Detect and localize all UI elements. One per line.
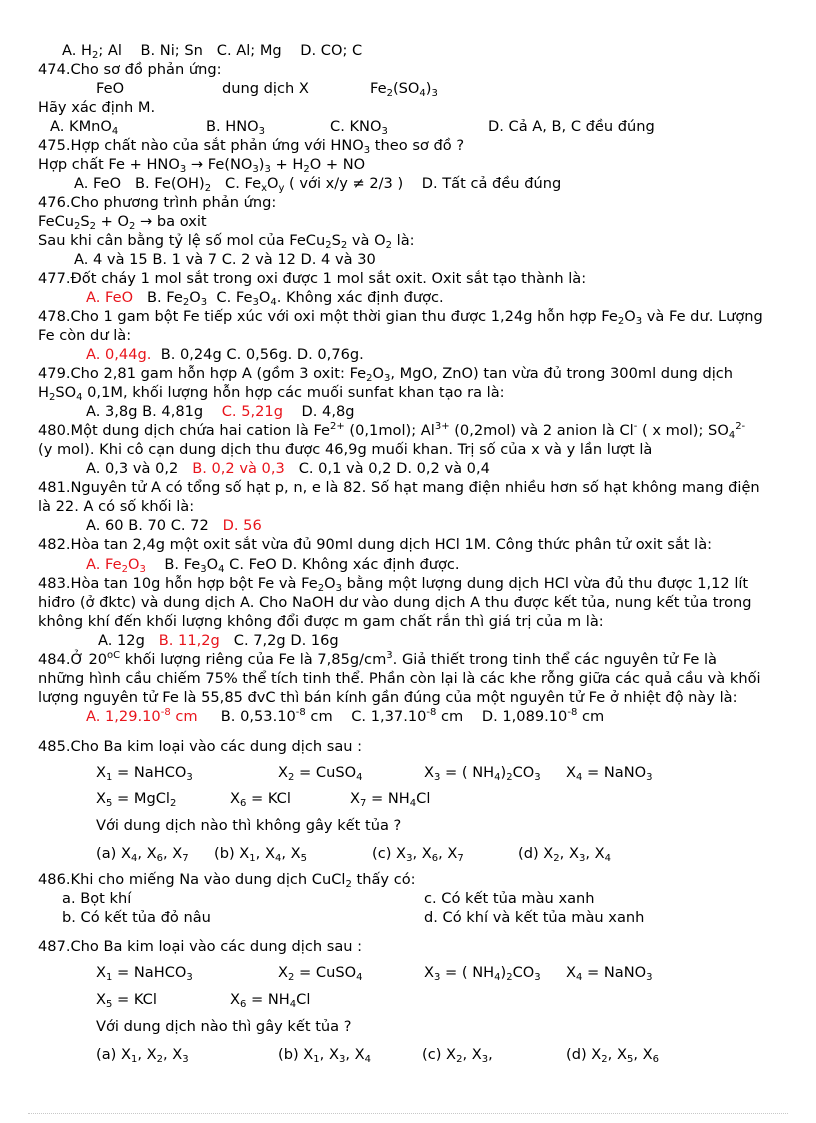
q484-options: A. $1,29.10^{-8}$ cm B. $0,53.10^{-8}$ cm C. $1,37.10^{-8}$ cm D. $1,089.10^{-8}$ cm <box>86 707 605 725</box>
q482-stem: 482.Hòa tan 2,4g một oxit sắt vừa đủ 90ml dung dịch HCl 1M. Công thức phân tử oxit sắt là: <box>38 536 713 553</box>
q483-stem-3: không khí đến khối lượng không đổi được m gam chất rắn thì giá trị của m là: <box>38 613 604 630</box>
q486-option-a: a. Bọt khí <box>62 890 132 907</box>
q482-options: A. $Fe_2O_3$ B. $Fe_3O_4$ C. FeO D. Không xác định được. <box>86 556 460 575</box>
q484-stem-2: những hình cầu chiếm 75% thể tích tinh thể. Phần còn lại là các khe rỗng giữa các quả cầu và khối <box>38 670 761 687</box>
q485-ask: Với dung dịch nào thì không gây kết tủa ? <box>96 817 402 834</box>
q485-x4: $X_4$ = NaNO$_3$ <box>566 764 653 783</box>
q487-x1: $X_1$ = NaHCO$_3$ <box>96 964 193 983</box>
q486-option-d: d. Có khí và kết tủa màu xanh <box>424 909 645 926</box>
q485-option-a: (a) $X_4$, $X_6$, $X_7$ <box>96 845 189 864</box>
q485-x6: $X_6$ = KCl <box>230 790 291 809</box>
q487-ask: Với dung dịch nào thì gây kết tủa ? <box>96 1018 352 1035</box>
page-bottom-divider <box>28 1113 788 1114</box>
q474-option-b: B. $HNO_3$ <box>206 118 266 137</box>
q479-stem-1: 479.Cho 2,81 gam hỗn hợp A (gồm 3 oxit: $Fe_2O_3$, MgO, ZnO) tan vừa đủ trong 300ml dung dịch <box>38 365 734 384</box>
q474-stem: 474.Cho sơ đồ phản ứng: <box>38 61 222 78</box>
q476-options: A. 4 và 15 B. 1 và 7 C. 2 và 12 D. 4 và 30 <box>74 251 376 268</box>
q474-option-c: C. $KNO_3$ <box>330 118 388 137</box>
q478-stem-1: 478.Cho 1 gam bột Fe tiếp xúc với oxi một thời gian thu được 1,24g hỗn hợp $Fe_2O_3$ và Fe dư. Lượng <box>38 308 763 327</box>
q474-ask: Hãy xác định M. <box>38 99 156 116</box>
q485-option-b: (b) $X_1$, $X_4$, $X_5$ <box>214 845 307 864</box>
q480-stem-1: 480.Một dung dịch chứa hai cation là $Fe^{2+}$ (0,1mol); $Al^{3+}$ (0,2mol) và 2 anion là Cl- ( x mol); $SO_4^{2-}$ <box>38 421 746 441</box>
q474-option-a: A. KMnO$_4$ <box>50 118 119 137</box>
q482-answer: A. $Fe_2O_3$ <box>86 556 146 575</box>
q478-stem-2: Fe còn dư là: <box>38 327 132 344</box>
q475-stem: 475.Hợp chất nào của sắt phản ứng với $HNO_3$ theo sơ đồ ? <box>38 137 465 156</box>
q477-answer: A. FeO <box>86 289 134 306</box>
q487-x4: $X_4$ = NaNO$_3$ <box>566 964 653 983</box>
q479-answer: C. 5,21g <box>221 403 283 420</box>
q486-option-c: c. Có kết tủa màu xanh <box>424 890 595 907</box>
q487-option-c: (c) $X_2$, $X_3$, <box>422 1046 493 1065</box>
q486-option-b: b. Có kết tủa đỏ nâu <box>62 909 211 926</box>
q483-answer: B. 11,2g <box>158 632 220 649</box>
q486-stem: 486.Khi cho miếng Na vào dung dịch CuCl$_2$ thấy có: <box>38 871 416 890</box>
q475-equation: Hợp chất $Fe + HNO_3 \to Fe(NO_3)_3 + H_2O$ + NO <box>38 156 366 175</box>
q487-x2: $X_2$ = CuSO$_4$ <box>278 964 363 983</box>
q484-stem-3: lượng nguyên tử Fe là 55,85 đvC thì bán kính gần đúng của một nguyên tử Fe ở nhiệt độ này là: <box>38 689 738 706</box>
q487-option-a: (a) $X_1$, $X_2$, $X_3$ <box>96 1046 189 1065</box>
q474-option-d: D. Cả A, B, C đều đúng <box>488 118 655 135</box>
q487-option-d: (d) $X_2$, $X_5$, $X_6$ <box>566 1046 659 1065</box>
q474-feo: FeO <box>96 80 125 97</box>
q478-answer: A. 0,44g. <box>86 346 152 363</box>
q481-stem-2: là 22. A có số khối là: <box>38 498 195 515</box>
q485-x3: $X_3$ = ( $NH_4)_2CO_3$ <box>424 764 541 783</box>
q485-option-d: (d) $X_2$, $X_3$, $X_4$ <box>518 845 611 864</box>
q487-x5: $X_5$ = KCl <box>96 991 157 1010</box>
q480-options: A. 0,3 và 0,2 B. 0,2 và 0,3 C. 0,1 và 0,2 D. 0,2 và 0,4 <box>86 460 490 477</box>
q477-options: A. FeO B. $Fe_2O_3$ C. $Fe_3O_4$. Không xác định được. <box>86 289 444 308</box>
q485-x1: $X_1$ = NaHCO$_3$ <box>96 764 193 783</box>
q483-stem-2: hiđro (ở đktc) và dung dịch A. Cho NaOH dư vào dung dịch A thu được kết tủa, nung kết tủa trong <box>38 594 752 611</box>
q485-x5: $X_5$ = MgCl$_2$ <box>96 790 177 809</box>
q487-option-b: (b) $X_1$, $X_3$, $X_4$ <box>278 1046 371 1065</box>
q481-answer: D. 56 <box>222 517 262 534</box>
q474-solution-x: dung dịch X <box>222 80 309 97</box>
q487-x6: $X_6 = NH_4Cl$ <box>230 991 311 1010</box>
q481-options: A. 60 B. 70 C. 72 D. 56 <box>86 517 262 534</box>
q478-options: A. 0,44g. B. 0,24g C. 0,56g. D. 0,76g. <box>86 346 364 363</box>
q483-options: A. 12g B. 11,2g C. 7,2g D. 16g <box>98 632 339 649</box>
q484-answer: A. $1,29.10^{-8}$ cm <box>86 707 198 725</box>
q483-stem-1: 483.Hòa tan 10g hỗn hợp bột Fe và $Fe_2O_3$ bằng một lượng dung dịch HCl vừa đủ thu được 1,12 lít <box>38 575 749 594</box>
q473-options: A. $H_2$; Al B. Ni; Sn C. Al; Mg D. CO; C <box>62 42 363 61</box>
q485-x2: $X_2$ = CuSO$_4$ <box>278 764 363 783</box>
q481-stem-1: 481.Nguyên tử A có tổng số hạt p, n, e là 82. Số hạt mang điện nhiều hơn số hạt không mang điện <box>38 479 760 496</box>
q476-balance: Sau khi cân bằng tỷ lệ số mol của $FeCu_2S_2$ và $O_2$ là: <box>38 232 415 251</box>
q487-stem: 487.Cho Ba kim loại vào các dung dịch sau : <box>38 938 363 955</box>
q480-answer: B. 0,2 và 0,3 <box>192 460 285 477</box>
q479-options: A. 3,8g B. 4,81g C. 5,21g D. 4,8g <box>86 403 355 420</box>
q487-x3: $X_3$ = ( $NH_4)_2CO_3$ <box>424 964 541 983</box>
q485-option-c: (c) $X_3$, $X_6$, $X_7$ <box>372 845 464 864</box>
q485-stem: 485.Cho Ba kim loại vào các dung dịch sau : <box>38 738 363 755</box>
q477-stem: 477.Đốt cháy 1 mol sắt trong oxi được 1 mol sắt oxit. Oxit sắt tạo thành là: <box>38 270 587 287</box>
q474-product: $Fe_2(SO_4)_3$ <box>370 80 438 99</box>
q485-x7: $X_7 = NH_4Cl$ <box>350 790 431 809</box>
q476-stem: 476.Cho phương trình phản ứng: <box>38 194 277 211</box>
q476-equation: $FeCu_2S_2 + O_2$ → ba oxit <box>38 213 207 232</box>
q484-stem-1: 484.Ở $20^{oC}$ khối lượng riêng của Fe là $7,85g/cm^3$. Giả thiết trong tinh thể các nguyên tử Fe là <box>38 650 717 668</box>
q475-options: A. FeO B. $Fe(OH)_2$ C. $Fe_xO_y$ ( với x/y ≠ 2/3 ) D. Tất cả đều đúng <box>74 175 562 194</box>
q480-stem-2: (y mol). Khi cô cạn dung dịch thu được 46,9g muối khan. Trị số của x và y lần lượt là <box>38 441 653 458</box>
q479-stem-2: $H_2SO_4$ 0,1M, khối lượng hỗn hợp các muối sunfat khan tạo ra là: <box>38 384 505 403</box>
